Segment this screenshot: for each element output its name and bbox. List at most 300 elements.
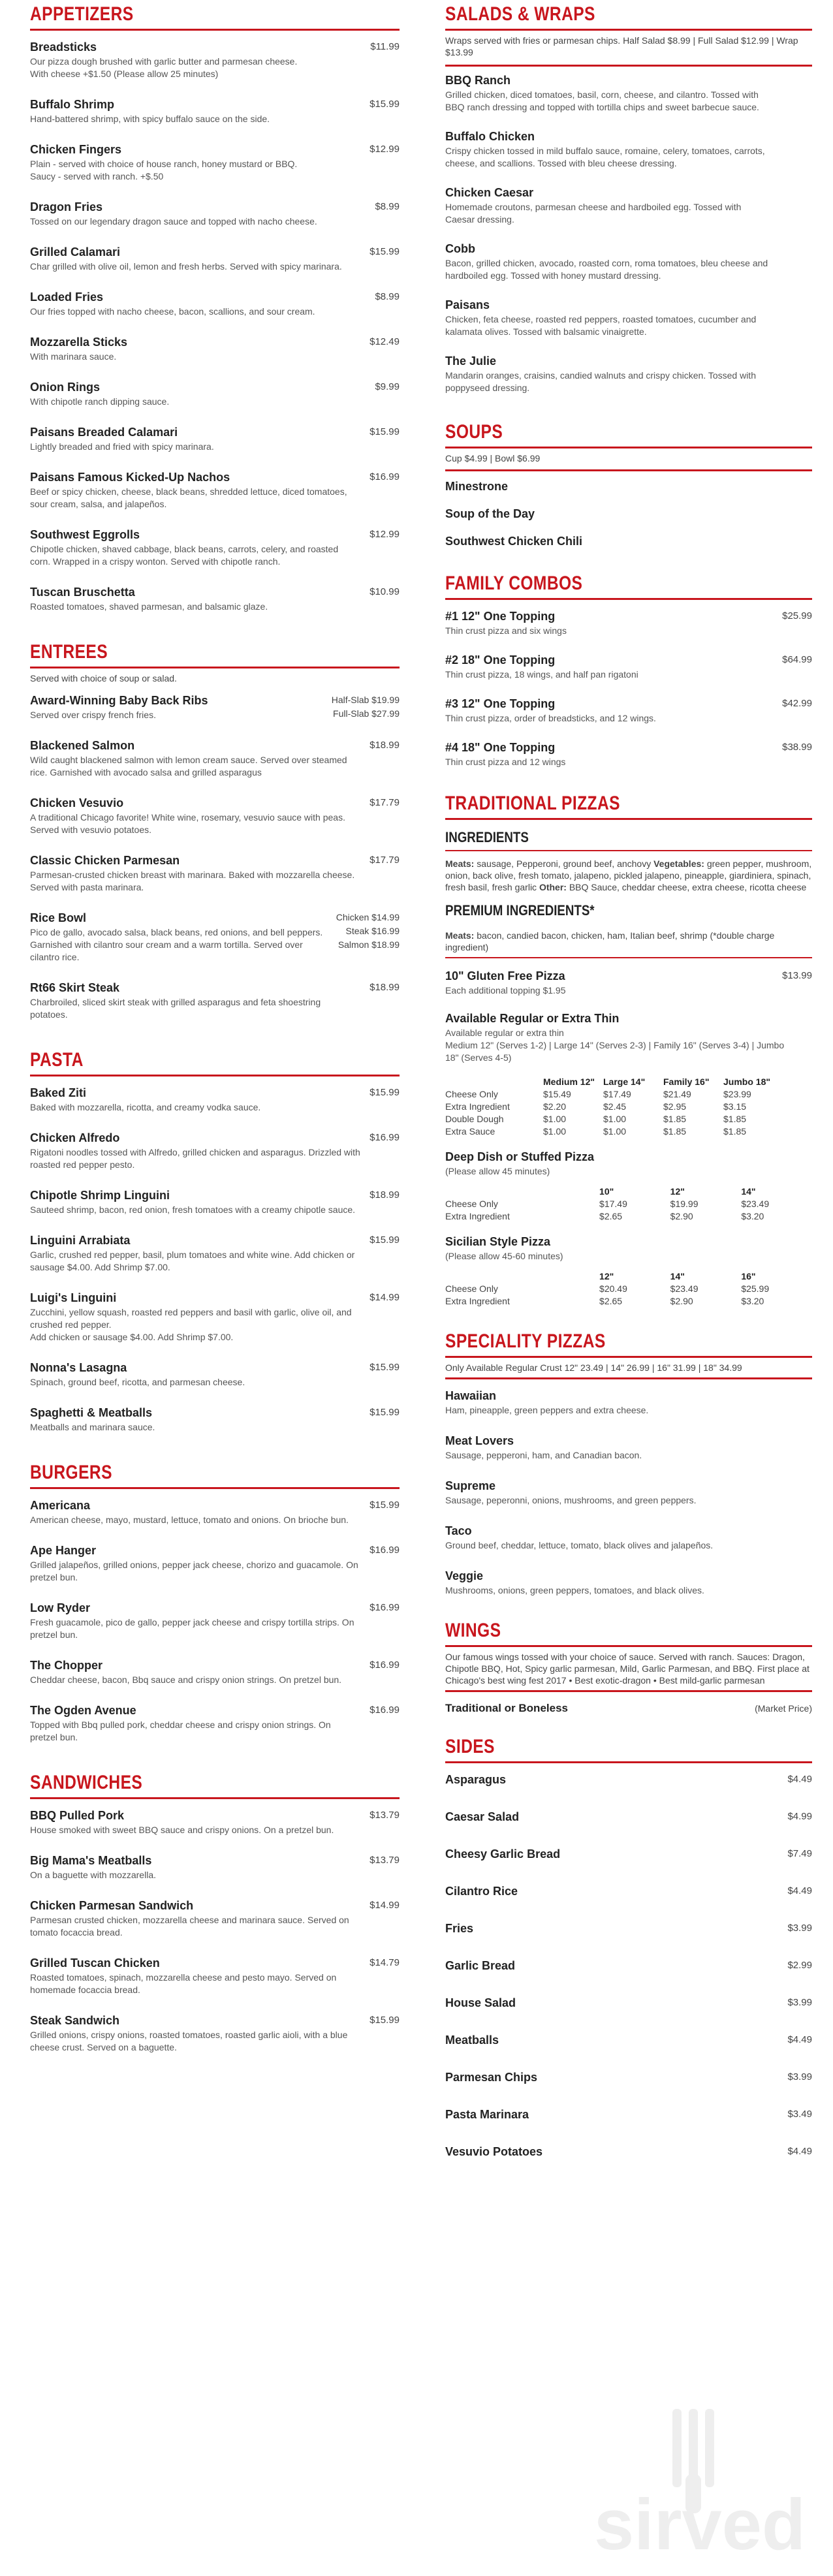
- item-price: $17.79: [369, 797, 400, 808]
- table-cell: $2.90: [670, 1296, 693, 1306]
- menu-item: [445, 1524, 812, 1552]
- item-name: Buffalo Chicken: [445, 130, 535, 143]
- item-description: Garlic, crushed red pepper, basil, plum tomatoes and white wine. Add chicken or sausage $4.00. Add Shrimp $7.00.: [30, 1249, 355, 1272]
- item-name: Loaded Fries: [30, 291, 104, 304]
- menu-item: [445, 1479, 812, 1507]
- item-price: $15.99: [369, 1234, 400, 1246]
- sirved-watermark: [574, 2402, 823, 2559]
- menu-item: [30, 1233, 400, 1274]
- item-description: Thin crust pizza, 18 wings, and half pan rigatoni: [445, 669, 638, 680]
- menu-item: [445, 740, 812, 768]
- menu-item: [30, 853, 400, 894]
- sicilian-table-wrap: [445, 1270, 812, 1308]
- item-description: Mandarin oranges, craisins, candied walnuts and crispy chicken. Tossed with poppyseed dressing.: [445, 370, 756, 393]
- soups-title: SOUPS: [445, 421, 503, 443]
- menu-item: [30, 1808, 400, 1836]
- item-name: Chicken Caesar: [445, 186, 534, 199]
- menu-item: [30, 1543, 400, 1584]
- item-description: Fresh guacamole, pico de gallo, pepper jack cheese and crispy tortilla strips. On pretzel bun.: [30, 1617, 354, 1640]
- item-name: The Ogden Avenue: [30, 1704, 136, 1717]
- menu-item: [30, 200, 400, 228]
- menu-item: [445, 73, 812, 114]
- item-name: Mozzarella Sticks: [30, 336, 128, 349]
- table-cell: Extra Ingredient: [445, 1296, 510, 1306]
- entrees-title: ENTREES: [30, 641, 108, 663]
- table-cell: $1.85: [723, 1126, 747, 1137]
- soups-note: Cup $4.99 | Bowl $6.99: [445, 452, 812, 471]
- item-description: Ground beef, cheddar, lettuce, tomato, black olives and jalapeños.: [445, 1540, 714, 1550]
- wings-title: WINGS: [445, 1620, 501, 1641]
- item-price: $3.49: [787, 2109, 812, 2120]
- table-header: 12": [670, 1186, 685, 1197]
- table-header: 12": [599, 1271, 614, 1281]
- item-price: $16.99: [369, 1602, 400, 1613]
- soup-item: Southwest Chicken Chili: [445, 535, 583, 548]
- ingredient-values: BBQ Sauce, cheddar cheese, extra cheese, ricotta cheese: [566, 882, 807, 892]
- right-column: [445, 0, 812, 2182]
- table-cell: $1.85: [723, 1114, 747, 1124]
- left-column: [30, 0, 400, 2054]
- item-price: $15.99: [369, 246, 400, 257]
- item-price: $15.99: [369, 1407, 400, 1418]
- menu-item: [445, 185, 812, 226]
- salads-note: Wraps served with fries or parmesan chips. Half Salad $8.99 | Full Salad $12.99 | Wrap $13.99: [445, 35, 812, 67]
- table-cell: $1.85: [663, 1114, 687, 1124]
- table-header: 16": [741, 1271, 756, 1281]
- ingredient-label: Meats:: [445, 858, 475, 869]
- item-price: $15.99: [369, 1087, 400, 1098]
- item-description: Parmesan-crusted chicken breast with marinara. Baked with mozzarella cheese. Served with pasta marinara.: [30, 870, 355, 892]
- side-item: [445, 2144, 812, 2182]
- item-name: Chicken Parmesan Sandwich: [30, 1899, 194, 1912]
- item-name: Parmesan Chips: [445, 2071, 538, 2084]
- item-name: BBQ Ranch: [445, 74, 511, 87]
- item-description: Available regular or extra thin: [445, 1028, 564, 1038]
- item-price: $15.99: [369, 2015, 400, 2026]
- item-price: $14.99: [369, 1900, 400, 1911]
- table-cell: Double Dough: [445, 1114, 504, 1124]
- item-price: $3.99: [787, 2071, 812, 2082]
- item-description: A traditional Chicago favorite! White wine, rosemary, vesuvio sauce with peas. Served with vesuvio potatoes.: [30, 812, 345, 835]
- item-price: $9.99: [375, 381, 400, 392]
- appetizers-rule: [30, 29, 400, 31]
- menu-item: [30, 693, 400, 721]
- item-name: #1 12" One Topping: [445, 610, 556, 623]
- sides-list: [445, 1772, 812, 2182]
- item-name: Available Regular or Extra Thin: [445, 1012, 620, 1025]
- item-price: $18.99: [369, 740, 400, 751]
- entrees-rule: [30, 667, 400, 668]
- item-price: $12.99: [369, 529, 400, 540]
- sicilian-item: [445, 1234, 812, 1263]
- item-price: $16.99: [369, 1659, 400, 1671]
- item-description-extra: Add chicken or sausage $4.00. Add Shrimp $7.00.: [30, 1332, 234, 1342]
- menu-item: [30, 585, 400, 613]
- price-table: [445, 1076, 783, 1138]
- item-description: Charbroiled, sliced skirt steak with grilled asparagus and feta shoestring potatoes.: [30, 997, 321, 1020]
- side-item: [445, 1921, 812, 1958]
- item-description: Wild caught blackened salmon with lemon cream sauce. Served over steamed rice. Garnished with avocado salsa and grilled asparagus: [30, 755, 347, 778]
- item-name: The Julie: [445, 354, 497, 368]
- entrees-note: Served with choice of soup or salad.: [30, 673, 177, 683]
- gluten-free-item: [445, 969, 812, 997]
- table-cell: $2.90: [670, 1211, 693, 1221]
- item-price: $13.79: [369, 1810, 400, 1821]
- table-cell: Extra Sauce: [445, 1126, 495, 1137]
- table-header: Large 14": [603, 1076, 646, 1087]
- menu-item: [30, 527, 400, 568]
- family-combos-rule: [445, 598, 812, 600]
- item-name: Asparagus: [445, 1773, 507, 1786]
- deep-table-wrap: [445, 1186, 812, 1223]
- item-description: Mushrooms, onions, green peppers, tomatoes, and black olives.: [445, 1585, 704, 1595]
- item-name: Southwest Eggrolls: [30, 528, 140, 541]
- item-name: Low Ryder: [30, 1601, 91, 1614]
- table-header: [445, 1270, 599, 1283]
- table-header: 10": [599, 1186, 614, 1197]
- item-price: $8.99: [375, 201, 400, 212]
- item-name: Garlic Bread: [445, 1959, 516, 1972]
- side-item: [445, 1996, 812, 2033]
- item-name: Hawaiian: [445, 1389, 497, 1402]
- item-name: House Salad: [445, 1996, 516, 2009]
- item-name: Vesuvio Potatoes: [445, 2145, 543, 2158]
- item-description: Grilled chicken, diced tomatoes, basil, corn, cheese, and cilantro. Tossed with BBQ ranch dressing and topped with tortilla chips and sweet barbecue sauce.: [445, 89, 759, 112]
- watermark-text: sirved: [594, 2485, 806, 2559]
- item-price: $3.99: [787, 1997, 812, 2008]
- menu-item: [30, 1956, 400, 1996]
- item-description: Each additional topping $1.95: [445, 985, 566, 996]
- item-price: $12.99: [369, 144, 400, 155]
- item-price: $4.49: [787, 2146, 812, 2157]
- item-description: Chipotle chicken, shaved cabbage, black beans, carrots, celery, and roasted corn. Wrapped in a crispy wonton. Served with chipotle ranch.: [30, 544, 339, 567]
- table-cell: $3.20: [741, 1296, 764, 1306]
- table-header: Family 16": [663, 1076, 710, 1087]
- salads-title: SALADS & WRAPS: [445, 3, 595, 25]
- item-description: Grilled onions, crispy onions, roasted tomatoes, roasted garlic aioli, with a blue cheese crust. Served on a baguette.: [30, 2030, 348, 2052]
- appetizers-title: APPETIZERS: [30, 3, 134, 25]
- table-header: 14": [741, 1186, 756, 1197]
- item-name: Buffalo Shrimp: [30, 98, 114, 111]
- ingredients-heading: INGREDIENTS: [445, 829, 529, 845]
- menu-item: [30, 40, 400, 80]
- specialty-pizzas-rule: [445, 1356, 812, 1358]
- item-description-extra: With cheese +$1.50 (Please allow 25 minutes): [30, 69, 219, 79]
- item-description: Thin crust pizza and 12 wings: [445, 757, 566, 767]
- item-name: Rt66 Skirt Steak: [30, 981, 120, 994]
- item-price: $13.99: [782, 970, 812, 981]
- premium-list: [445, 930, 812, 958]
- item-description: Homemade croutons, parmesan cheese and hardboiled egg. Tossed with Caesar dressing.: [445, 202, 742, 225]
- item-name: Chicken Alfredo: [30, 1131, 120, 1144]
- menu-item: [445, 242, 812, 282]
- specialty-note: Only Available Regular Crust 12" 23.49 | 14" 26.99 | 16" 31.99 | 18" 34.99: [445, 1362, 812, 1379]
- item-description-extra: Medium 12" (Serves 1-2) | Large 14" (Serves 2-3) | Family 16" (Serves 3-4) | Jumbo 18" (Serves 4-5): [445, 1040, 785, 1063]
- item-description: Char grilled with olive oil, lemon and fresh herbs. Served with spicy marinara.: [30, 261, 342, 272]
- item-description: Tossed on our legendary dragon sauce and topped with nacho cheese.: [30, 216, 317, 227]
- item-name: Award-Winning Baby Back Ribs: [30, 694, 208, 707]
- item-price: $11.99: [370, 41, 400, 52]
- side-item: [445, 2070, 812, 2107]
- item-name: Classic Chicken Parmesan: [30, 854, 180, 867]
- item-price: $16.99: [369, 1704, 400, 1716]
- menu-item: [30, 142, 400, 183]
- soups-rule: [445, 447, 812, 448]
- menu-item: [30, 1658, 400, 1686]
- item-description: Sauteed shrimp, bacon, red onion, fresh tomatoes with a creamy chipotle sauce.: [30, 1204, 356, 1215]
- regular-crust-item: [445, 1011, 812, 1064]
- menu-item: [30, 796, 400, 836]
- item-name: Tuscan Bruschetta: [30, 586, 135, 599]
- item-description: Thin crust pizza, order of breadsticks, and 12 wings.: [445, 713, 656, 723]
- item-description: House smoked with sweet BBQ sauce and crispy onions. On a pretzel bun.: [30, 1825, 334, 1835]
- item-description: Zucchini, yellow squash, roasted red peppers and basil with garlic, olive oil, and crushed red pepper.: [30, 1307, 352, 1330]
- item-name: Cobb: [445, 242, 475, 255]
- ingredient-label: Other:: [539, 882, 567, 892]
- item-description: Roasted tomatoes, shaved parmesan, and balsamic glaze.: [30, 601, 268, 612]
- table-cell: $2.45: [603, 1101, 627, 1112]
- item-name: Taco: [445, 1524, 472, 1537]
- item-name: Blackened Salmon: [30, 739, 135, 752]
- item-name: Grilled Tuscan Chicken: [30, 1956, 160, 1970]
- menu-item: [30, 380, 400, 408]
- menu-item: [30, 335, 400, 363]
- item-price: $15.99: [369, 1500, 400, 1511]
- salads-rule: [445, 29, 812, 31]
- item-description: Hand-battered shrimp, with spicy buffalo sauce on the side.: [30, 114, 270, 124]
- item-name: Luigi's Linguini: [30, 1291, 117, 1304]
- item-description: Our fries topped with nacho cheese, bacon, scallions, and sour cream.: [30, 306, 315, 317]
- item-price: $14.79: [369, 1957, 400, 1968]
- item-description: Lightly breaded and fried with spicy marinara.: [30, 441, 214, 452]
- item-name: Pasta Marinara: [445, 2108, 529, 2121]
- specialty-pizzas-title: SPECIALITY PIZZAS: [445, 1330, 606, 1352]
- sides-rule: [445, 1761, 812, 1763]
- menu-item: [30, 1601, 400, 1641]
- item-name: Linguini Arrabiata: [30, 1234, 131, 1247]
- menu-item: [30, 245, 400, 273]
- item-description: Served over crispy french fries.: [30, 710, 156, 720]
- table-cell: Extra Ingredient: [445, 1101, 510, 1112]
- item-description: Sausage, pepperoni, ham, and Canadian bacon.: [445, 1450, 642, 1460]
- sides-title: SIDES: [445, 1736, 495, 1757]
- table-cell: $3.20: [741, 1211, 764, 1221]
- regular-table-wrap: [445, 1076, 812, 1138]
- item-price-option: Salmon $18.99: [338, 939, 400, 950]
- item-price-option: Steak $16.99: [345, 926, 400, 936]
- item-price: $12.49: [369, 336, 400, 347]
- item-price: $7.49: [787, 1848, 812, 1859]
- item-description: Baked with mozzarella, ricotta, and creamy vodka sauce.: [30, 1102, 261, 1112]
- item-name: Spaghetti & Meatballs: [30, 1406, 153, 1419]
- price-table: [445, 1186, 812, 1223]
- item-name: Cheesy Garlic Bread: [445, 1847, 561, 1861]
- item-description: Beef or spicy chicken, cheese, black beans, shredded lettuce, diced tomatoes, sour cream, salsa, and jalapeños.: [30, 486, 347, 509]
- item-name: Chicken Fingers: [30, 143, 122, 156]
- table-cell: Cheese Only: [445, 1089, 498, 1099]
- item-price-option: Chicken $14.99: [336, 912, 400, 922]
- item-description: Our pizza dough brushed with garlic butter and parmesan cheese.: [30, 56, 298, 67]
- table-cell: $20.49: [599, 1283, 627, 1294]
- item-description: Roasted tomatoes, spinach, mozzarella cheese and pesto mayo. Served on homemade focaccia bread.: [30, 1972, 337, 1995]
- item-price: $15.99: [369, 99, 400, 110]
- item-name: #4 18" One Topping: [445, 741, 556, 754]
- menu-item: [30, 911, 400, 964]
- item-description: Topped with Bbq pulled pork, cheddar cheese and crispy onion strings. On pretzel bun.: [30, 1720, 331, 1742]
- menu-item: [30, 425, 400, 453]
- menu-item: [30, 470, 400, 510]
- item-name: Sicilian Style Pizza: [445, 1235, 551, 1248]
- item-name: BBQ Pulled Pork: [30, 1809, 125, 1822]
- table-header: [445, 1076, 543, 1088]
- ingredients-rule: [445, 850, 812, 851]
- item-price: $16.99: [369, 1132, 400, 1143]
- table-cell: $17.49: [599, 1199, 627, 1209]
- item-price: $15.99: [369, 1362, 400, 1373]
- item-price: $64.99: [782, 654, 812, 665]
- menu-item: [445, 609, 812, 637]
- item-price: $42.99: [782, 698, 812, 709]
- menu-item: [445, 653, 812, 681]
- table-cell: $2.20: [543, 1101, 567, 1112]
- item-description: Pico de gallo, avocado salsa, black beans, red onions, and bell peppers. Garnished with cilantro sour cream and a warm tortilla. Served over cilantro rice.: [30, 927, 323, 962]
- soup-item: Minestrone: [445, 480, 509, 493]
- menu-item: [30, 1291, 400, 1343]
- ingredient-label: Vegetables:: [653, 858, 704, 869]
- menu-item: [445, 1569, 812, 1597]
- menu-item: [30, 97, 400, 125]
- table-cell: $3.15: [723, 1101, 747, 1112]
- burgers-rule: [30, 1487, 400, 1489]
- item-name: #2 18" One Topping: [445, 653, 556, 667]
- menu-item: [30, 1406, 400, 1434]
- item-name: Onion Rings: [30, 381, 100, 394]
- item-description: (Please allow 45 minutes): [445, 1166, 550, 1176]
- menu-item: [445, 697, 812, 725]
- menu-item: [30, 1360, 400, 1389]
- item-name: #3 12" One Topping: [445, 697, 556, 710]
- menu-item: [445, 1434, 812, 1462]
- table-cell: Cheese Only: [445, 1283, 498, 1294]
- menu-item: [30, 1086, 400, 1114]
- item-price: $4.49: [787, 1774, 812, 1785]
- pasta-title: PASTA: [30, 1049, 84, 1071]
- burgers-title: BURGERS: [30, 1462, 112, 1483]
- table-cell: $1.00: [543, 1126, 567, 1137]
- menu-item: [30, 981, 400, 1021]
- soup-item: Soup of the Day: [445, 507, 535, 520]
- item-price: $8.99: [375, 291, 400, 302]
- item-name: Baked Ziti: [30, 1086, 87, 1099]
- deep-dish-item: [445, 1150, 812, 1178]
- side-item: [445, 2107, 812, 2144]
- menu-item: [30, 738, 400, 779]
- item-name: Steak Sandwich: [30, 2014, 120, 2027]
- item-description: On a baguette with mozzarella.: [30, 1870, 156, 1880]
- table-cell: $23.49: [670, 1283, 699, 1294]
- table-header: Jumbo 18": [723, 1076, 770, 1087]
- item-prices: [336, 911, 400, 952]
- item-name: Traditional or Boneless: [445, 1702, 568, 1714]
- item-price: $18.99: [369, 1189, 400, 1201]
- item-name: Paisans Breaded Calamari: [30, 426, 178, 439]
- item-name: Deep Dish or Stuffed Pizza: [445, 1150, 595, 1163]
- table-cell: $19.99: [670, 1199, 699, 1209]
- table-cell: $1.00: [603, 1126, 627, 1137]
- table-header: [445, 1186, 599, 1198]
- item-name: Caesar Salad: [445, 1810, 520, 1823]
- item-name: Meatballs: [445, 2034, 499, 2047]
- item-name: Rice Bowl: [30, 911, 87, 924]
- menu-item: [30, 1898, 400, 1939]
- sandwiches-title: SANDWICHES: [30, 1772, 143, 1793]
- item-price-option: Half-Slab $19.99: [331, 695, 400, 705]
- item-price: $18.99: [369, 982, 400, 993]
- item-price: $2.99: [787, 1960, 812, 1971]
- menu-item: [30, 290, 400, 318]
- table-cell: $15.49: [543, 1089, 571, 1099]
- item-price: (Market Price): [755, 1703, 812, 1714]
- item-price: $16.99: [369, 471, 400, 482]
- price-table: [445, 1270, 812, 1308]
- sandwiches-rule: [30, 1797, 400, 1799]
- item-name: The Chopper: [30, 1659, 102, 1672]
- item-name: Cilantro Rice: [445, 1885, 518, 1898]
- item-description: Ham, pineapple, green peppers and extra cheese.: [445, 1405, 649, 1415]
- side-item: [445, 1884, 812, 1921]
- item-name: Fries: [445, 1922, 474, 1935]
- menu-item: [445, 354, 812, 394]
- table-cell: Cheese Only: [445, 1199, 498, 1209]
- wings-item: [445, 1701, 812, 1716]
- menu-item: [30, 1703, 400, 1744]
- menu-item: [30, 1853, 400, 1881]
- table-cell: $1.85: [663, 1126, 687, 1137]
- item-name: 10" Gluten Free Pizza: [445, 969, 565, 982]
- item-name: Veggie: [445, 1569, 484, 1582]
- traditional-pizzas-title: TRADITIONAL PIZZAS: [445, 793, 620, 814]
- table-cell: $1.00: [603, 1114, 627, 1124]
- item-price: $38.99: [782, 742, 812, 753]
- item-name: Chipotle Shrimp Linguini: [30, 1189, 170, 1202]
- item-name: Big Mama's Meatballs: [30, 1854, 152, 1867]
- ingredient-label: Meats:: [445, 930, 475, 941]
- side-item: [445, 1772, 812, 1810]
- table-cell: $2.95: [663, 1101, 687, 1112]
- item-description: Chicken, feta cheese, roasted red peppers, roasted tomatoes, cucumber and kalamata olives. Tossed with balsamic vinaigrette.: [445, 314, 757, 337]
- item-description: With marinara sauce.: [30, 351, 117, 362]
- item-description: Crispy chicken tossed in mild buffalo sauce, romaine, celery, tomatoes, carrots, cheese, and scallions. Tossed with bleu cheese dressing.: [445, 146, 765, 168]
- ingredients-list: [445, 858, 812, 893]
- item-description: Grilled jalapeños, grilled onions, pepper jack cheese, chorizo and guacamole. On pretzel bun.: [30, 1560, 358, 1582]
- item-name: Ape Hanger: [30, 1544, 97, 1557]
- item-price: $13.79: [369, 1855, 400, 1866]
- wings-note: Our famous wings tossed with your choice of sauce. Served with ranch. Sauces: Dragon, Chipotle BBQ, Hot, Spicy garlic parmesan, Mild, Garlic Parmesan, and BBQ. First place at Chicago's best wing fest 2017 • Best exotic-dragon • Best mild-garlic parmesan: [445, 1651, 812, 1692]
- premium-heading: PREMIUM INGREDIENTS*: [445, 902, 595, 919]
- item-price: $3.99: [787, 1923, 812, 1934]
- side-item: [445, 1847, 812, 1884]
- menu-item: [30, 1131, 400, 1171]
- ingredient-values: green pepper, mushroom, onion, back olive, fresh tomato, jalapeno, pickled jalapeno, pineapple, giardiniera, spinach, fresh basil, fresh garlic: [445, 858, 812, 892]
- table-cell: $23.99: [723, 1089, 751, 1099]
- item-description: Bacon, grilled chicken, avocado, roasted corn, roma tomatoes, bleu cheese and hardboiled egg. Tossed with honey mustard dressing.: [445, 258, 768, 281]
- ingredient-values: sausage, Pepperoni, ground beef, anchovy: [474, 858, 654, 869]
- table-cell: $17.49: [603, 1089, 631, 1099]
- ingredient-values: bacon, candied bacon, chicken, ham, Italian beef, shrimp (*double charge ingredient): [445, 930, 775, 952]
- pasta-rule: [30, 1075, 400, 1076]
- table-cell: $23.49: [741, 1199, 770, 1209]
- item-price: $10.99: [369, 586, 400, 597]
